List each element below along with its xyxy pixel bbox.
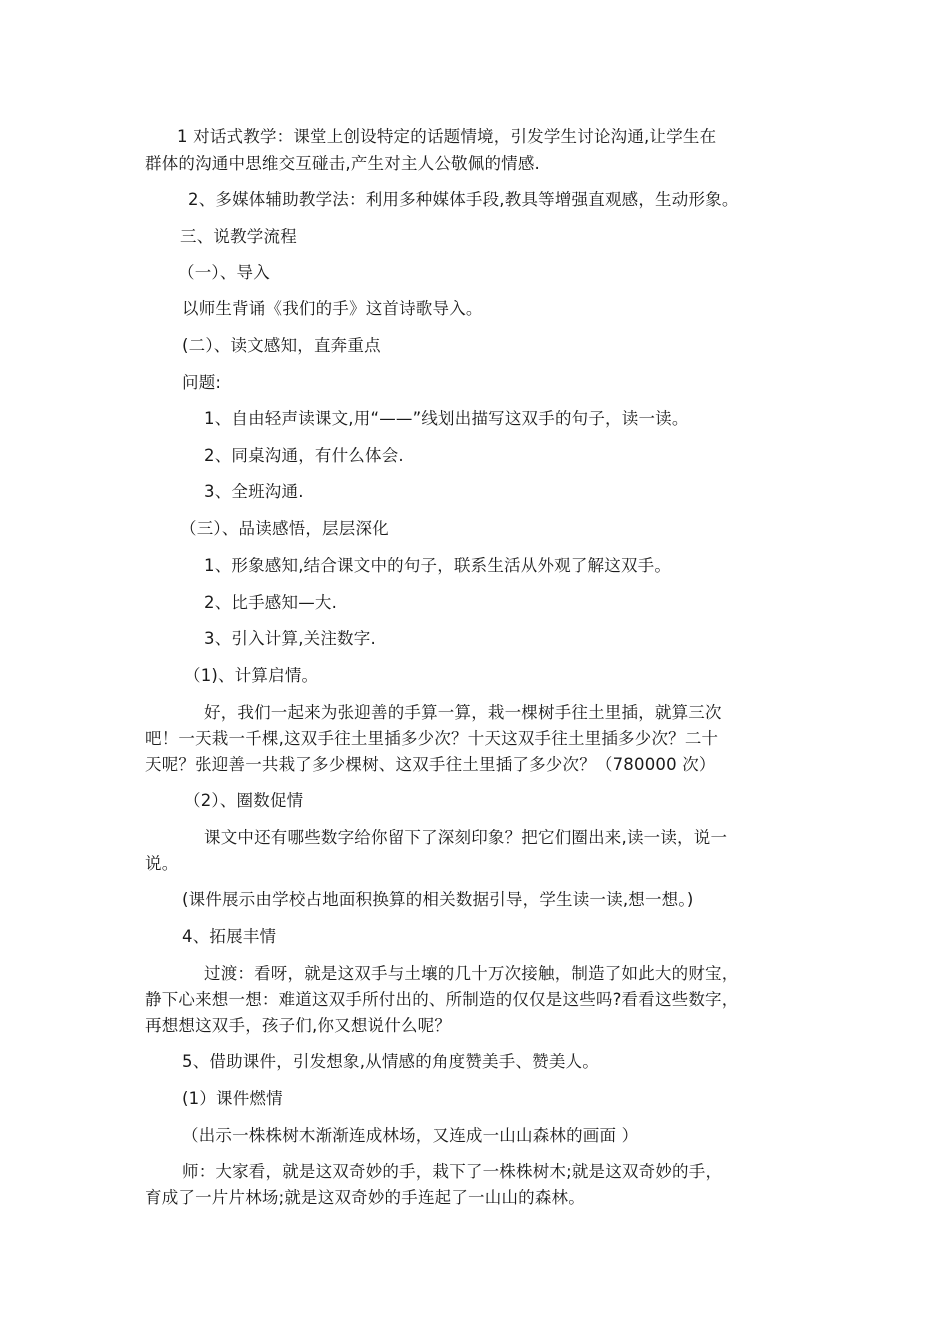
list-item: 2、同桌沟通，有什么体会.	[204, 446, 404, 465]
paragraph-line: 天呢？张迎善一共栽了多少棵树、这双手往土里插了多少次？（780000 次）	[145, 755, 716, 774]
list-item: 2、比手感知—大.	[204, 593, 338, 612]
paragraph-line: 说。	[145, 854, 179, 873]
paragraph-line: 再想想这双手，孩子们,你又想说什么呢？	[145, 1016, 452, 1035]
paragraph-line: 问题:	[182, 373, 222, 392]
list-item: 1、形象感知,结合课文中的句子，联系生活从外观了解这双手。	[204, 556, 672, 575]
list-item: （1)、计算启情。	[184, 666, 319, 685]
list-item: 3、引入计算,关注数字.	[204, 629, 376, 648]
paragraph-line: 过渡：看呀，就是这双手与土壤的几十万次接触，制造了如此大的财宝，	[204, 964, 739, 983]
paragraph-line: 育成了一片片林场;就是这双奇妙的手连起了一山山的森林。	[145, 1188, 585, 1207]
list-item: 1、自由轻声读课文,用“——”线划出描写这双手的句子，读一读。	[204, 409, 689, 428]
section-heading: 三、说教学流程	[180, 227, 297, 246]
paragraph-line: 师：大家看，就是这双奇妙的手，栽下了一株株树木;就是这双奇妙的手，	[182, 1162, 723, 1181]
paragraph-line: 群体的沟通中思维交互碰击,产生对主人公敬佩的情感.	[145, 154, 540, 173]
paragraph-line: （出示一株株树木渐渐连成林场，又连成一山山森林的画面 ）	[182, 1126, 639, 1145]
subsection-heading: (二）、读文感知，直奔重点	[182, 336, 381, 355]
list-item: 3、全班沟通.	[204, 482, 304, 501]
paragraph-line: (课件展示由学校占地面积换算的相关数据引导，学生读一读,想一想。)	[182, 890, 694, 909]
paragraph-line: 2、多媒体辅助教学法：利用多种媒体手段,教具等增强直观感，生动形象。	[188, 190, 739, 209]
subsection-heading: （三）、品读感悟，层层深化	[180, 519, 389, 538]
list-item: （2）、圈数促情	[184, 791, 304, 810]
paragraph-line: 课文中还有哪些数字给你留下了深刻印象？把它们圈出来,读一读，说一	[204, 828, 728, 847]
paragraph-line: 以师生背诵《我们的手》这首诗歌导入。	[182, 299, 483, 318]
paragraph-line: 静下心来想一想：难道这双手所付出的、所制造的仅仅是这些吗?看看这些数字，	[145, 990, 739, 1009]
list-item: 5、借助课件，引发想象,从情感的角度赞美手、赞美人。	[182, 1052, 599, 1071]
subsection-heading: （一）、导入	[178, 263, 270, 282]
paragraph-line: 1 对话式教学：课堂上创设特定的话题情境，引发学生讨论沟通,让学生在	[177, 127, 717, 146]
list-item: (1）课件燃情	[182, 1089, 283, 1108]
paragraph-line: 好，我们一起来为张迎善的手算一算，栽一棵树手往土里插，就算三次	[204, 703, 722, 722]
paragraph-line: 吧！一天栽一千棵,这双手往土里插多少次？十天这双手往土里插多少次？二十	[145, 729, 719, 748]
list-item: 4、拓展丰情	[182, 927, 277, 946]
